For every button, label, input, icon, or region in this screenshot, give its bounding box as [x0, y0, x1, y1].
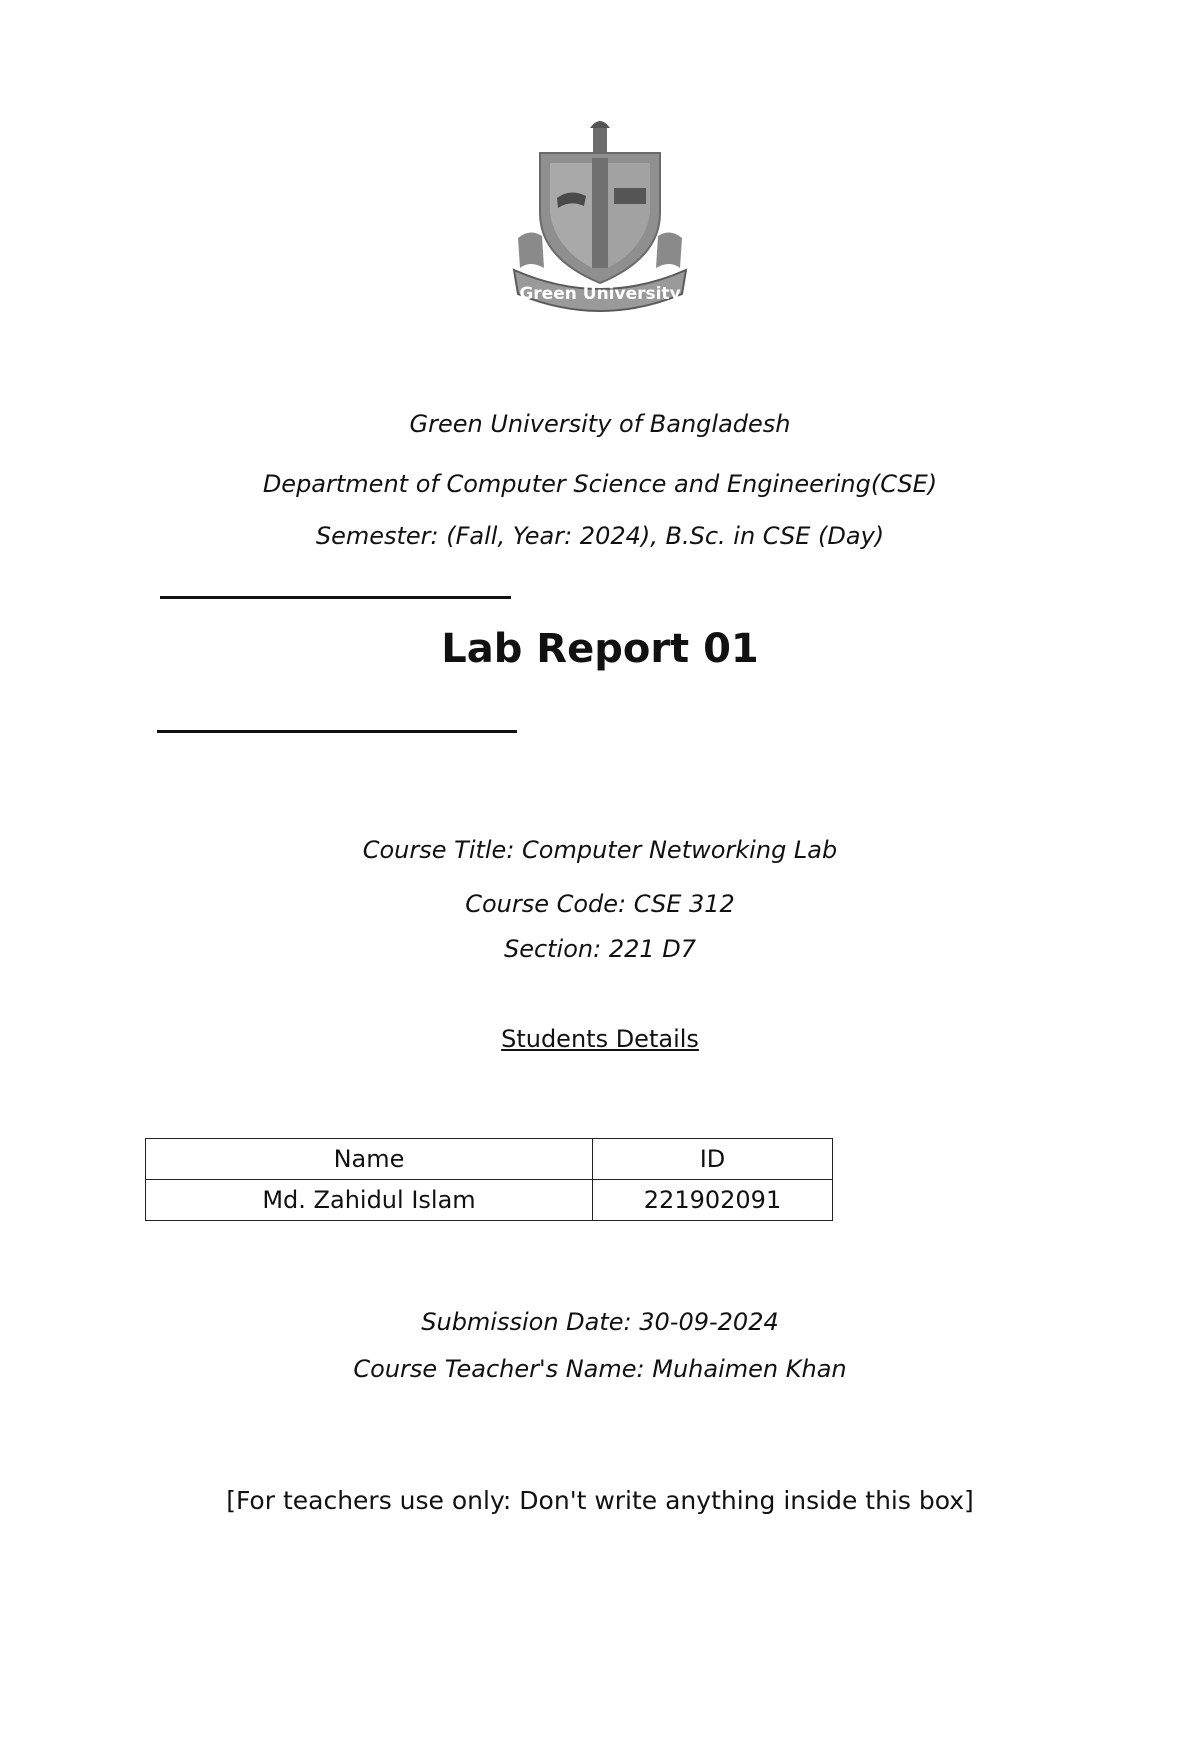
students-heading: Students Details [501, 1025, 699, 1053]
column-header-id: ID [593, 1139, 833, 1180]
university-crest-icon [500, 118, 700, 318]
semester-line: Semester: (Fall, Year: 2024), B.Sc. in CSE (Day) [315, 522, 885, 550]
course-code: Course Code: CSE 312 [465, 890, 735, 918]
teacher-box-note: [For teachers use only: Don't write anything inside this box] [226, 1486, 974, 1515]
report-title: Lab Report 01 [441, 626, 759, 672]
course-teacher: Course Teacher's Name: Muhaimen Khan [353, 1355, 847, 1383]
department-name: Department of Computer Science and Engineering(CSE) [262, 470, 938, 498]
course-section: Section: 221 D7 [503, 935, 697, 963]
table-header-row [146, 1139, 833, 1180]
bottom-rule [157, 730, 517, 733]
students-table [145, 1138, 833, 1221]
course-title: Course Title: Computer Networking Lab [362, 836, 838, 864]
svg-text:Green University: Green University [519, 284, 681, 304]
table-row [146, 1180, 833, 1221]
student-id: 221902091 [593, 1180, 833, 1221]
top-rule [160, 596, 511, 599]
column-header-name: Name [146, 1139, 593, 1180]
student-name: Md. Zahidul Islam [146, 1180, 593, 1221]
submission-date: Submission Date: 30-09-2024 [421, 1308, 779, 1336]
university-name: Green University of Bangladesh [409, 410, 791, 438]
